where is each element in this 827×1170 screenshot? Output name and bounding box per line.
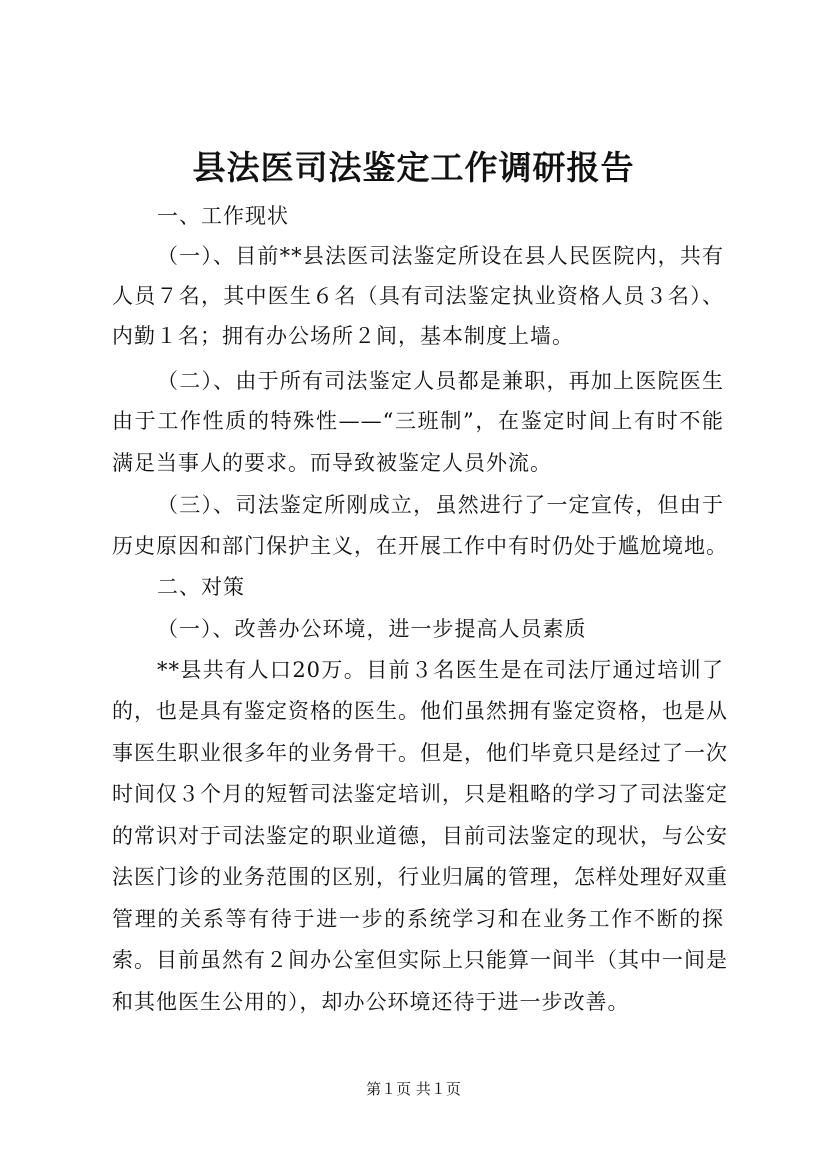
paragraph-line: 事医生职业很多年的业务骨干。但是，他们毕竟只是经过了一次 xyxy=(112,741,728,765)
paragraph-line: （三）、司法鉴定所刚成立，虽然进行了一定宣传，但由于 xyxy=(157,493,724,517)
paragraph-line: 索。目前虽然有２间办公室但实际上只能算一间半（其中一间是 xyxy=(112,948,728,972)
document-title: 县法医司法鉴定工作调研报告 xyxy=(192,148,635,187)
paragraph-line: **县共有人口20万。目前３名医生是在司法厅通过培训了 xyxy=(157,658,724,682)
section-heading-status: 一、工作现状 xyxy=(157,204,289,228)
paragraph-line: 法医门诊的业务范围的区别，行业归属的管理，怎样处理好双重 xyxy=(112,865,728,889)
paragraph-line: 历史原因和部门保护主义，在开展工作中有时仍处于尴尬境地。 xyxy=(112,534,728,558)
subsection-heading: （一）、改善办公环境，进一步提高人员素质 xyxy=(157,617,587,641)
paragraph-line: 和其他医生公用的），却办公环境还待于进一步改善。 xyxy=(112,990,630,1014)
section-heading-measures: 二、对策 xyxy=(157,575,245,599)
paragraph-line: 管理的关系等有待于进一步的系统学习和在业务工作不断的探 xyxy=(112,907,724,931)
paragraph-line: （一）、目前**县法医司法鉴定所设在县人民医院内，共有 xyxy=(157,244,724,268)
paragraph-line: 人员７名，其中医生６名（具有司法鉴定执业资格人员３名）、 xyxy=(112,284,724,308)
paragraph-line: 时间仅３个月的短暂司法鉴定培训，只是粗略的学习了司法鉴定 xyxy=(112,782,728,806)
paragraph-line: 的，也是具有鉴定资格的医生。他们虽然拥有鉴定资格，也是从 xyxy=(112,699,728,723)
paragraph-line: （二）、由于所有司法鉴定人员都是兼职，再加上医院医生 xyxy=(157,369,724,393)
paragraph-line: 满足当事人的要求。而导致被鉴定人员外流。 xyxy=(112,451,552,475)
paragraph-line: 内勤１名；拥有办公场所２间，基本制度上墙。 xyxy=(112,324,574,348)
paragraph-line: 由于工作性质的特殊性——“三班制”，在鉴定时间上有时不能 xyxy=(112,409,724,433)
page-number-footer: 第１页 共１页 xyxy=(366,1080,461,1098)
paragraph-line: 的常识对于司法鉴定的职业道德，目前司法鉴定的现状，与公安 xyxy=(112,824,728,848)
